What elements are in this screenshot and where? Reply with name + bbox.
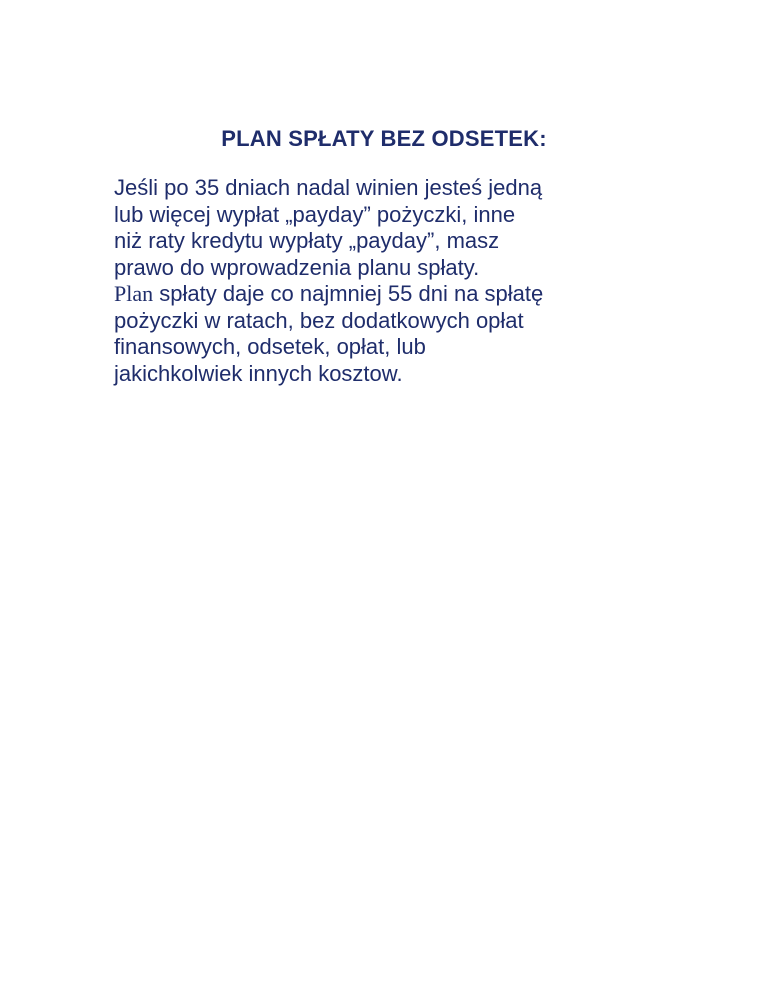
paragraph-line-5-first-word: Plan [114,281,154,306]
paragraph-line-5 [114,281,654,308]
paragraph-line-3: niż raty kredytu wypłaty „payday”, masz [114,228,500,253]
paragraph-line-1: Jeśli po 35 dniach nadal winien jesteś jedną [114,175,543,200]
paragraph-line-8: jakichkolwiek innych kosztow. [114,360,403,386]
page-title: PLAN SPŁATY BEZ ODSETEK: [221,126,547,151]
paragraph-line-4: prawo do wprowadzenia planu spłaty. [114,254,480,280]
body-paragraph [114,175,654,387]
paragraph-line-2: lub więcej wypłat „payday” pożyczki, inne [114,201,516,227]
paragraph-line-5-rest: spłaty daje co najmniej 55 dni na spłatę [153,281,544,306]
paragraph-line-7: finansowych, odsetek, opłat, lub [114,334,426,359]
paragraph-line-6: pożyczki w ratach, bez dodatkowych opłat [114,307,524,333]
